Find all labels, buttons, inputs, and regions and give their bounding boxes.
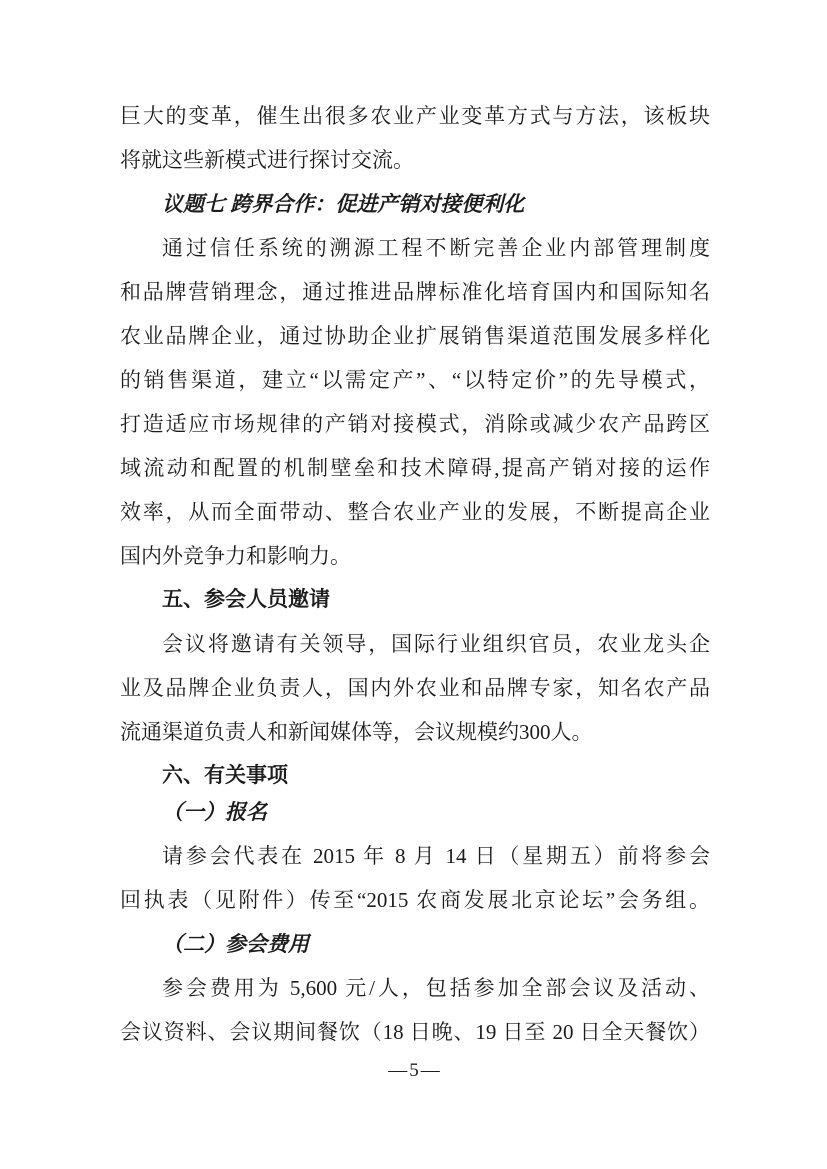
paragraph-line: 通过信任系统的溯源工程不断完善企业内部管理制度: [162, 236, 710, 260]
heading-section6: 六、有关事项: [162, 764, 288, 787]
paragraph-line: 和品牌营销理念，通过推进品牌标准化培育国内和国际知名: [120, 280, 710, 304]
paragraph-line: 业及品牌企业负责人，国内外农业和品牌专家，知名农产品: [120, 676, 710, 700]
paragraph-line: 流通渠道负责人和新闻媒体等，会议规模约300人。: [120, 720, 593, 744]
paragraph-line: 域流动和配置的机制壁垒和技术障碍,提高产销对接的运作: [120, 456, 710, 480]
document-body: [120, 94, 710, 1082]
heading-section5: 五、参会人员邀请: [162, 588, 330, 611]
paragraph-line: 请参会代表在 2015 年 8 月 14 日（星期五）前将参会: [162, 844, 710, 868]
heading-registration: （一）报名: [162, 800, 267, 824]
paragraph-line: 会议资料、会议期间餐饮（18 日晚、19 日至 20 日全天餐饮）: [120, 1020, 710, 1044]
paragraph-line: 的销售渠道，建立“以需定产”、“以特定价”的先导模式，: [120, 368, 710, 392]
paragraph-line: 回执表（见附件）传至“2015 农商发展北京论坛”会务组。: [120, 888, 710, 912]
paragraph-line: 巨大的变革，催生出很多农业产业变革方式与方法，该板块: [120, 104, 710, 128]
paragraph-line: 参会费用为 5,600 元/人，包括参加全部会议及活动、: [162, 976, 710, 1000]
paragraph-line: 农业品牌企业，通过协助企业扩展销售渠道范围发展多样化: [120, 324, 710, 348]
heading-fees: （二）参会费用: [162, 932, 309, 956]
paragraph-line: 效率，从而全面带动、整合农业产业的发展，不断提高企业: [120, 500, 710, 524]
paragraph-line: 将就这些新模式进行探讨交流。: [120, 148, 414, 172]
paragraph-line: 国内外竞争力和影响力。: [120, 544, 351, 568]
paragraph-line: 打造适应市场规律的产销对接模式，消除或减少农产品跨区: [120, 412, 710, 436]
heading-topic7: 议题七 跨界合作：促进产销对接便利化: [162, 192, 525, 216]
paragraph-line: 会议将邀请有关领导，国际行业组织官员，农业龙头企: [162, 632, 710, 656]
page-number: —5—: [388, 1060, 442, 1081]
